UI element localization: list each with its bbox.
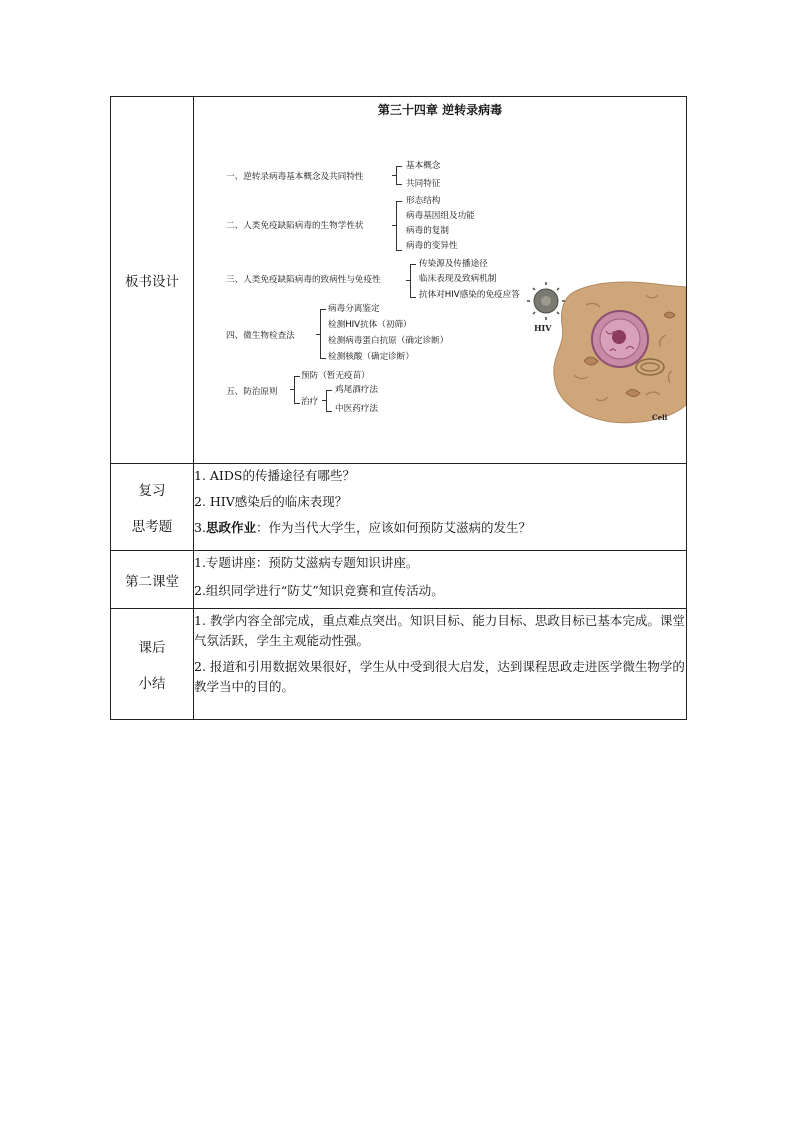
outline-heading-5: 五、防治原则 (226, 387, 278, 397)
board-design-label: 板书设计 (125, 274, 179, 290)
outline-heading-2: 二、人类免疫缺陷病毒的生物学性状 (226, 221, 364, 231)
outline-bracket-tick-5 (290, 389, 294, 390)
review-questions-content (194, 464, 687, 551)
outline-bracket-tick-5-sub (322, 400, 326, 401)
summary-label-line1: 课后 (138, 640, 166, 656)
outline-subitem-5-2: 中医药疗法 (335, 404, 378, 414)
hiv-virus-particle (527, 282, 565, 320)
outline-item-1-1: 基本概念 (406, 161, 441, 171)
outline-item-2-1: 形态结构 (406, 196, 441, 206)
outline-item-4-3: 检测病毒蛋白抗原（确定诊断） (328, 336, 449, 346)
outline-item-3-1: 传染源及传播途径 (419, 259, 488, 269)
cell-label: Cell (652, 413, 668, 422)
review-question-2: 2. HIV感染后的临床表现？ (194, 494, 348, 509)
board-design-content (194, 97, 687, 464)
outline-item-5-1: 预防（暂无疫苗） (301, 371, 370, 381)
outline-bracket-1 (396, 166, 402, 185)
outline-item-2-3: 病毒的复制 (406, 226, 449, 236)
outline-bracket-5-sub (326, 390, 332, 412)
outline-item-2-4: 病毒的变异性 (406, 241, 458, 251)
hiv-cell-figure (526, 275, 686, 425)
review-question-3-num: 3. (194, 520, 206, 535)
outline-item-2-2: 病毒基因组及功能 (406, 211, 475, 221)
ideological-assignment-label: 思政作业 (205, 520, 256, 535)
review-label-line1: 复习 (138, 483, 166, 499)
review-label-line2: 思考题 (131, 519, 173, 535)
review-label (111, 479, 193, 535)
outline-bracket-4 (320, 309, 326, 359)
summary-content (194, 609, 687, 720)
outline-bracket-5 (294, 376, 300, 404)
outline-bracket-tick-1 (392, 175, 396, 176)
outline-item-1-2: 共同特征 (406, 179, 441, 189)
second-class-row (111, 551, 687, 609)
outline-item-4-1: 病毒分离鉴定 (328, 304, 380, 314)
second-class-item-2: 2.组织同学进行“防艾”知识竞赛和宣传活动。 (194, 583, 444, 598)
outline-heading-3: 三、人类免疫缺陷病毒的致病性与免疫性 (226, 275, 381, 285)
review-question-3 (194, 518, 686, 538)
outline-item-3-3: 抗体对HIV感染的免疫应答 (419, 290, 520, 300)
board-design-row (111, 97, 687, 464)
summary-label-line2: 小结 (138, 676, 166, 692)
outline-bracket-tick-2 (392, 225, 396, 226)
outline-bracket-3 (410, 264, 416, 298)
second-class-content (194, 551, 687, 609)
review-question-3-text: ：作为当代大学生，应该如何预防艾滋病的发生？ (255, 520, 531, 535)
lesson-plan-table (110, 96, 687, 720)
chapter-title: 第三十四章 逆转录病毒 (377, 103, 503, 117)
review-questions-row (111, 464, 687, 551)
outline-subitem-5-1: 鸡尾酒疗法 (335, 385, 378, 395)
second-class-label: 第二课堂 (125, 573, 179, 590)
outline-item-3-2: 临床表现及致病机制 (419, 274, 497, 284)
nucleolus (612, 330, 626, 344)
second-class-item-1: 1.专题讲座：预防艾滋病专题知识讲座。 (194, 555, 419, 570)
outline-item-4-4: 检测核酸（确定诊断） (328, 352, 414, 362)
summary-label (111, 636, 193, 692)
review-label-cell (111, 464, 194, 551)
after-class-summary-row (111, 609, 687, 720)
summary-label-cell (111, 609, 194, 720)
outline-heading-1: 一、逆转录病毒基本概念及共同特性 (226, 172, 364, 182)
second-class-label-cell (111, 551, 194, 609)
outline-bracket-2 (396, 201, 402, 251)
summary-item-2: 2. 报道和引用数据效果很好，学生从中受到很大启发，达到课程思政走进医学微生物学的教学当中的目的。 (194, 659, 685, 694)
review-question-1: 1. AIDS的传播途径有哪些？ (194, 468, 355, 483)
board-design-label-cell (111, 97, 194, 464)
hiv-label: HIV (534, 323, 552, 333)
outline-item-5-2: 治疗 (301, 397, 319, 407)
hiv-cell-illustration (526, 275, 686, 425)
board-diagram (194, 97, 686, 463)
summary-item-1: 1. 教学内容全部完成，重点难点突出。知识目标、能力目标、思政目标已基本完成。课堂气氛活跃，学生主观能动性强。 (194, 613, 685, 648)
outline-heading-4: 四、微生物检查法 (226, 331, 295, 341)
outline-bracket-tick-3 (406, 280, 410, 281)
outline-item-4-2: 检测HIV抗体（初筛） (328, 320, 412, 330)
outline-bracket-tick-4 (316, 334, 320, 335)
